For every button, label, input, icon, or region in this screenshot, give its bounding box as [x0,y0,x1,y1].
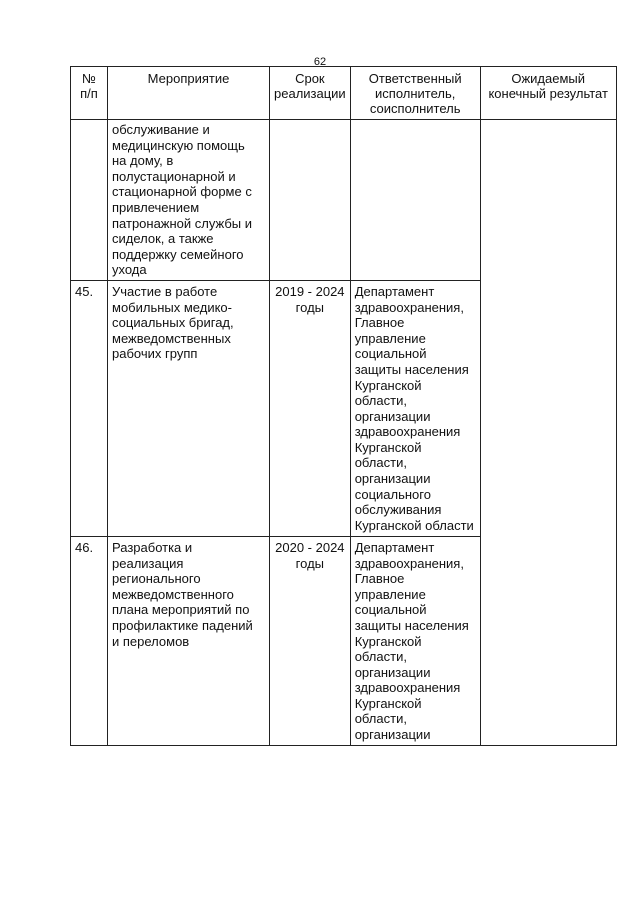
cell-responsible: Департамент здравоохранения, Главное управление социальной защиты населения Курганской области, организации здравоохранения Курганской области, организации социального обслуживания Курганской области [350,280,480,536]
page-number: 62 [313,56,327,68]
cell-term: 2020 - 2024 годы [270,536,351,745]
cell-number: 45. [71,280,108,536]
cell-number: 46. [71,536,108,745]
header-result: Ожидаемый конечный результат [480,67,616,120]
measures-table-wrapper [70,66,617,746]
cell-activity: обслуживание и медицинскую помощь на дому, в полустационарной и стационарной форме с привлечением патронажной службы и сиделок, а также поддержку семейного ухода [108,120,270,281]
header-number: № п/п [71,67,108,120]
cell-term: 2019 - 2024 годы [270,280,351,536]
cell-responsible [350,120,480,281]
table-header-row [71,67,617,120]
cell-responsible: Департамент здравоохранения, Главное управление социальной защиты населения Курганской области, организации здравоохранения Курганской области, организации [350,536,480,745]
table-row-continuation [71,120,617,281]
cell-result [480,120,616,746]
cell-term [270,120,351,281]
header-activity: Мероприятие [108,67,270,120]
cell-number [71,120,108,281]
header-term: Срок реализации [270,67,351,120]
cell-activity: Участие в работе мобильных медико- социальных бригад, межведомственных рабочих групп [108,280,270,536]
header-responsible: Ответственный исполнитель, соисполнитель [350,67,480,120]
measures-table [70,66,617,746]
cell-activity: Разработка и реализация регионального межведомственного плана мероприятий по профилактике падений и переломов [108,536,270,745]
